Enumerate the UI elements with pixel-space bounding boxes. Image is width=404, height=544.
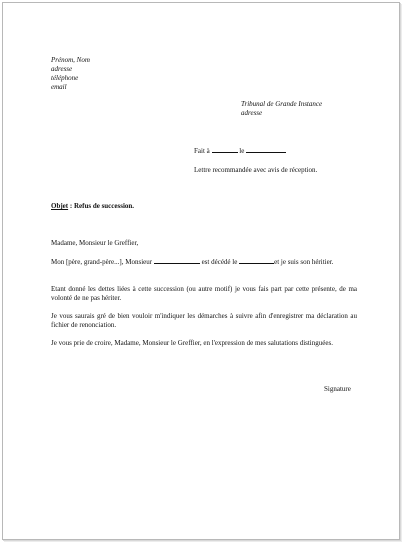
subject-separator: :	[68, 202, 74, 210]
paragraph-1	[51, 257, 357, 267]
place-date-line	[194, 146, 286, 156]
subject-label: Objet	[51, 202, 69, 210]
made-at-label: Fait à	[194, 147, 210, 155]
paragraph-2: Etant donné les dettes liées à cette succession (ou autre motif) je vous fais part par cette présente, de ma volonté de ne pas hériter.	[51, 285, 357, 303]
salutation: Madame, Monsieur le Greffier,	[51, 239, 139, 247]
subject-text: Refus de succession.	[73, 202, 135, 210]
paragraph-1-part3: et je suis son héritier.	[274, 258, 334, 266]
delivery-note: Lettre recommandée avec avis de réception.	[194, 166, 318, 174]
paragraph-3: Je vous saurais gré de bien vouloir m'indiquer les démarches à suivre afin d'enregistrer ma déclaration au fichier de renonciation.	[51, 312, 357, 330]
subject-line	[51, 202, 134, 211]
sender-address: adresse	[51, 65, 73, 73]
signature: Signature	[324, 385, 351, 393]
recipient-address: adresse	[241, 109, 263, 117]
recipient-name: Tribunal de Grande Instance	[241, 100, 323, 108]
sender-name: Prénom, Nom	[51, 56, 90, 64]
sender-phone: téléphone	[51, 74, 79, 82]
date-blank	[246, 146, 286, 153]
death-date-blank	[239, 257, 274, 264]
sender-email: email	[51, 83, 67, 91]
deceased-name-blank	[154, 257, 200, 264]
closing-paragraph: Je vous prie de croire, Madame, Monsieur le Greffier, en l'expression de mes salutations distinguées.	[51, 339, 333, 347]
date-label: le	[239, 147, 245, 155]
paragraph-1-part2: est décédé le	[201, 258, 238, 266]
paragraph-1-part1: Mon [père, grand-père...], Monsieur	[51, 258, 153, 266]
document-page	[2, 2, 400, 540]
place-blank	[212, 146, 238, 153]
